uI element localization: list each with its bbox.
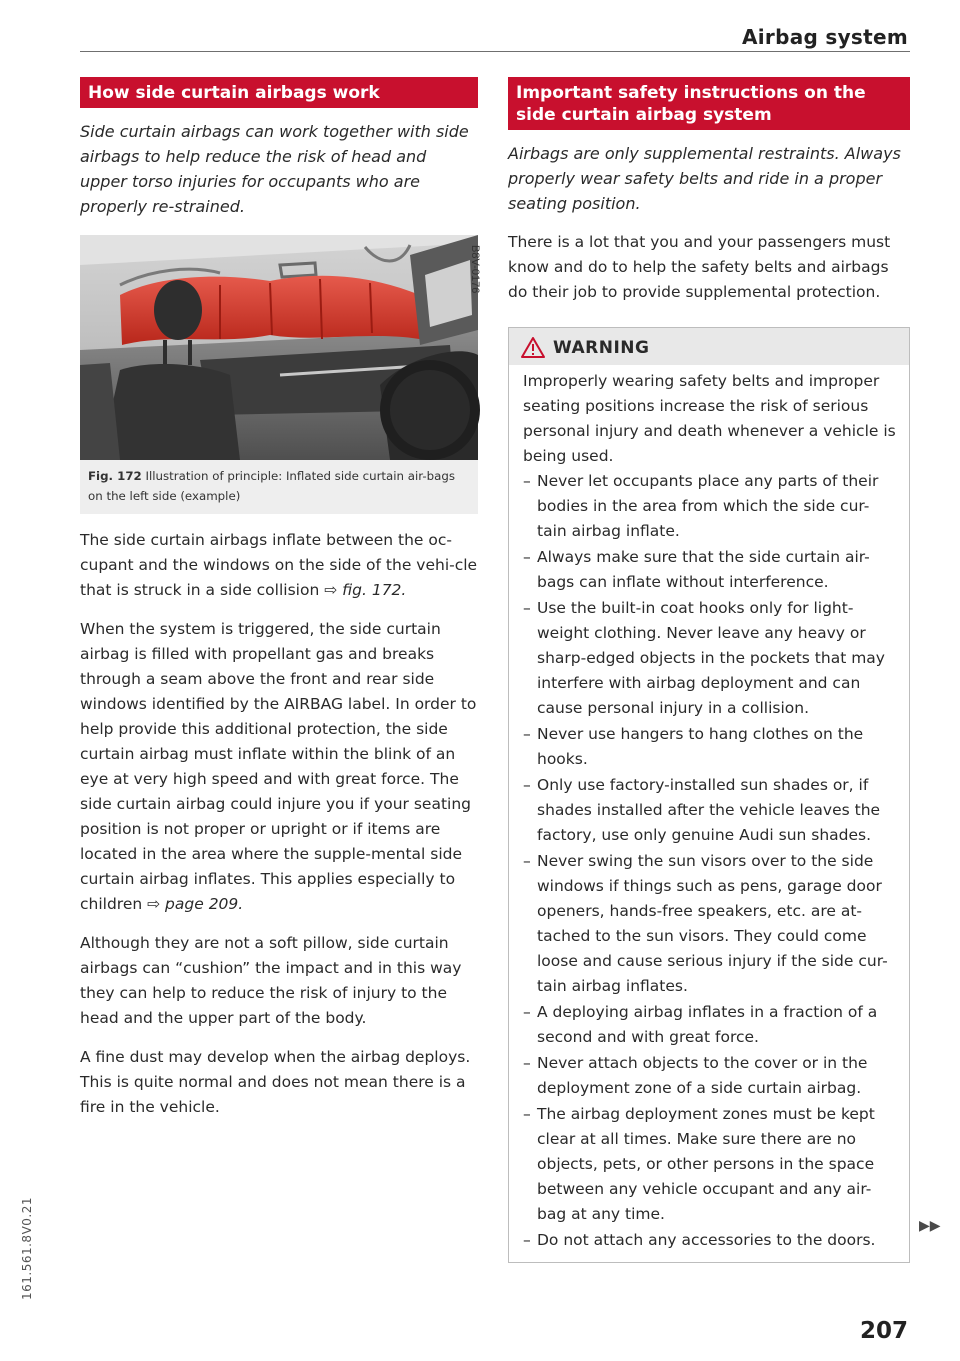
warning-header	[509, 328, 909, 365]
paragraph-triggered-text: When the system is triggered, the side curtain airbag is filled with propellant gas and breaks through a seam above the front and rear side windows identified by the AIRBAG label. In order to help provide this additional protection, the side curtain airbag must inflate within the blink of an eye at very high speed and with great force. The side curtain airbag could injure you if your seating position is not proper or upright or if items are located in the area where the supple-mental side curtain airbag inflates. This applies especially to children	[80, 620, 477, 913]
warning-item: – Never swing the sun visors over to the side windows if things such as pens, garage door openers, hands-free speakers, etc. are at-tached to the sun visors. They could come loose and cause serious injury if the side cur-tain airbag inflates.	[523, 849, 897, 999]
continue-arrow-icon: ▶▶	[919, 1218, 941, 1234]
paragraph-triggered	[80, 617, 478, 917]
document-code: 161.561.8V0.21	[20, 1197, 34, 1300]
figure-code: B8V-0176	[469, 245, 481, 294]
figure-label: Fig. 172	[88, 469, 142, 483]
warning-triangle-icon	[521, 337, 545, 358]
section-lead: Side curtain airbags can work together with side airbags to help reduce the risk of head and upper torso injuries for occupants who are properly re-strained.	[80, 122, 469, 216]
section-heading-safety-instructions: Important safety instructions on the side curtain airbag system	[508, 77, 910, 130]
warning-item: – Do not attach any accessories to the doors.	[523, 1228, 897, 1253]
warning-item: – A deploying airbag inflates in a fraction of a second and with great force.	[523, 1000, 897, 1050]
page-reference-link[interactable]: ⇨ page 209.	[147, 895, 244, 913]
warning-intro: Improperly wearing safety belts and improper seating positions increase the risk of serious personal injury and death whenever a vehicle is being used.	[523, 372, 896, 465]
right-column	[508, 77, 910, 1263]
side-curtain-airbag-illustration	[80, 235, 481, 460]
header-rule	[80, 51, 910, 52]
paragraph-inflate	[80, 528, 478, 603]
figure-172	[80, 235, 481, 514]
warning-item: – Use the built-in coat hooks only for light-weight clothing. Never leave any heavy or sharp-edged objects in the pockets that may interfere with airbag deployment and can cause personal injury in a collision.	[523, 596, 897, 721]
warning-box	[508, 327, 910, 1263]
warning-item: – The airbag deployment zones must be kept clear at all times. Make sure there are no objects, pets, or other persons in the space between any vehicle occupant and any air-bag at any time.	[523, 1102, 897, 1227]
section-heading-side-curtain-airbags: How side curtain airbags work	[80, 77, 478, 108]
running-header: Airbag system	[742, 25, 908, 49]
paragraph-cushion: Although they are not a soft pillow, side curtain airbags can “cushion” the impact and in this way they can help to reduce the risk of injury to the head and the upper part of the body.	[80, 934, 462, 1027]
paragraph-supplemental: There is a lot that you and your passengers must know and do to help the safety belts and airbags do their job to provide supplemental protection.	[508, 233, 891, 301]
warning-list	[523, 469, 897, 1253]
warning-body	[509, 365, 909, 1262]
left-column	[80, 77, 481, 1120]
figure-caption-text: Illustration of principle: Inflated side curtain air-bags on the left side (example)	[88, 469, 455, 503]
warning-item: – Never attach objects to the cover or in the deployment zone of a side curtain airbag.	[523, 1051, 897, 1101]
page-number: 207	[859, 1318, 908, 1344]
warning-item: – Never use hangers to hang clothes on the hooks.	[523, 722, 897, 772]
warning-item: – Only use factory-installed sun shades or, if shades installed after the vehicle leaves the factory, use only genuine Audi sun shades.	[523, 773, 897, 848]
warning-item: – Never let occupants place any parts of their bodies in the area from which the side cur-tain airbag inflate.	[523, 469, 897, 544]
paragraph-fine-dust: A fine dust may develop when the airbag deploys. This is quite normal and does not mean there is a fire in the vehicle.	[80, 1048, 471, 1116]
figure-caption	[80, 460, 478, 514]
paragraph-inflate-text: The side curtain airbags inflate between the oc-cupant and the windows on the side of the vehi-cle that is struck in a side collision	[80, 531, 478, 599]
fig-reference-link[interactable]: ⇨ fig. 172.	[324, 581, 407, 599]
warning-title: WARNING	[553, 337, 650, 358]
section-lead-safety: Airbags are only supplemental restraints. Always properly wear safety belts and ride in a proper seating position.	[508, 144, 901, 213]
warning-item: – Always make sure that the side curtain air-bags can inflate without interference.	[523, 545, 897, 595]
